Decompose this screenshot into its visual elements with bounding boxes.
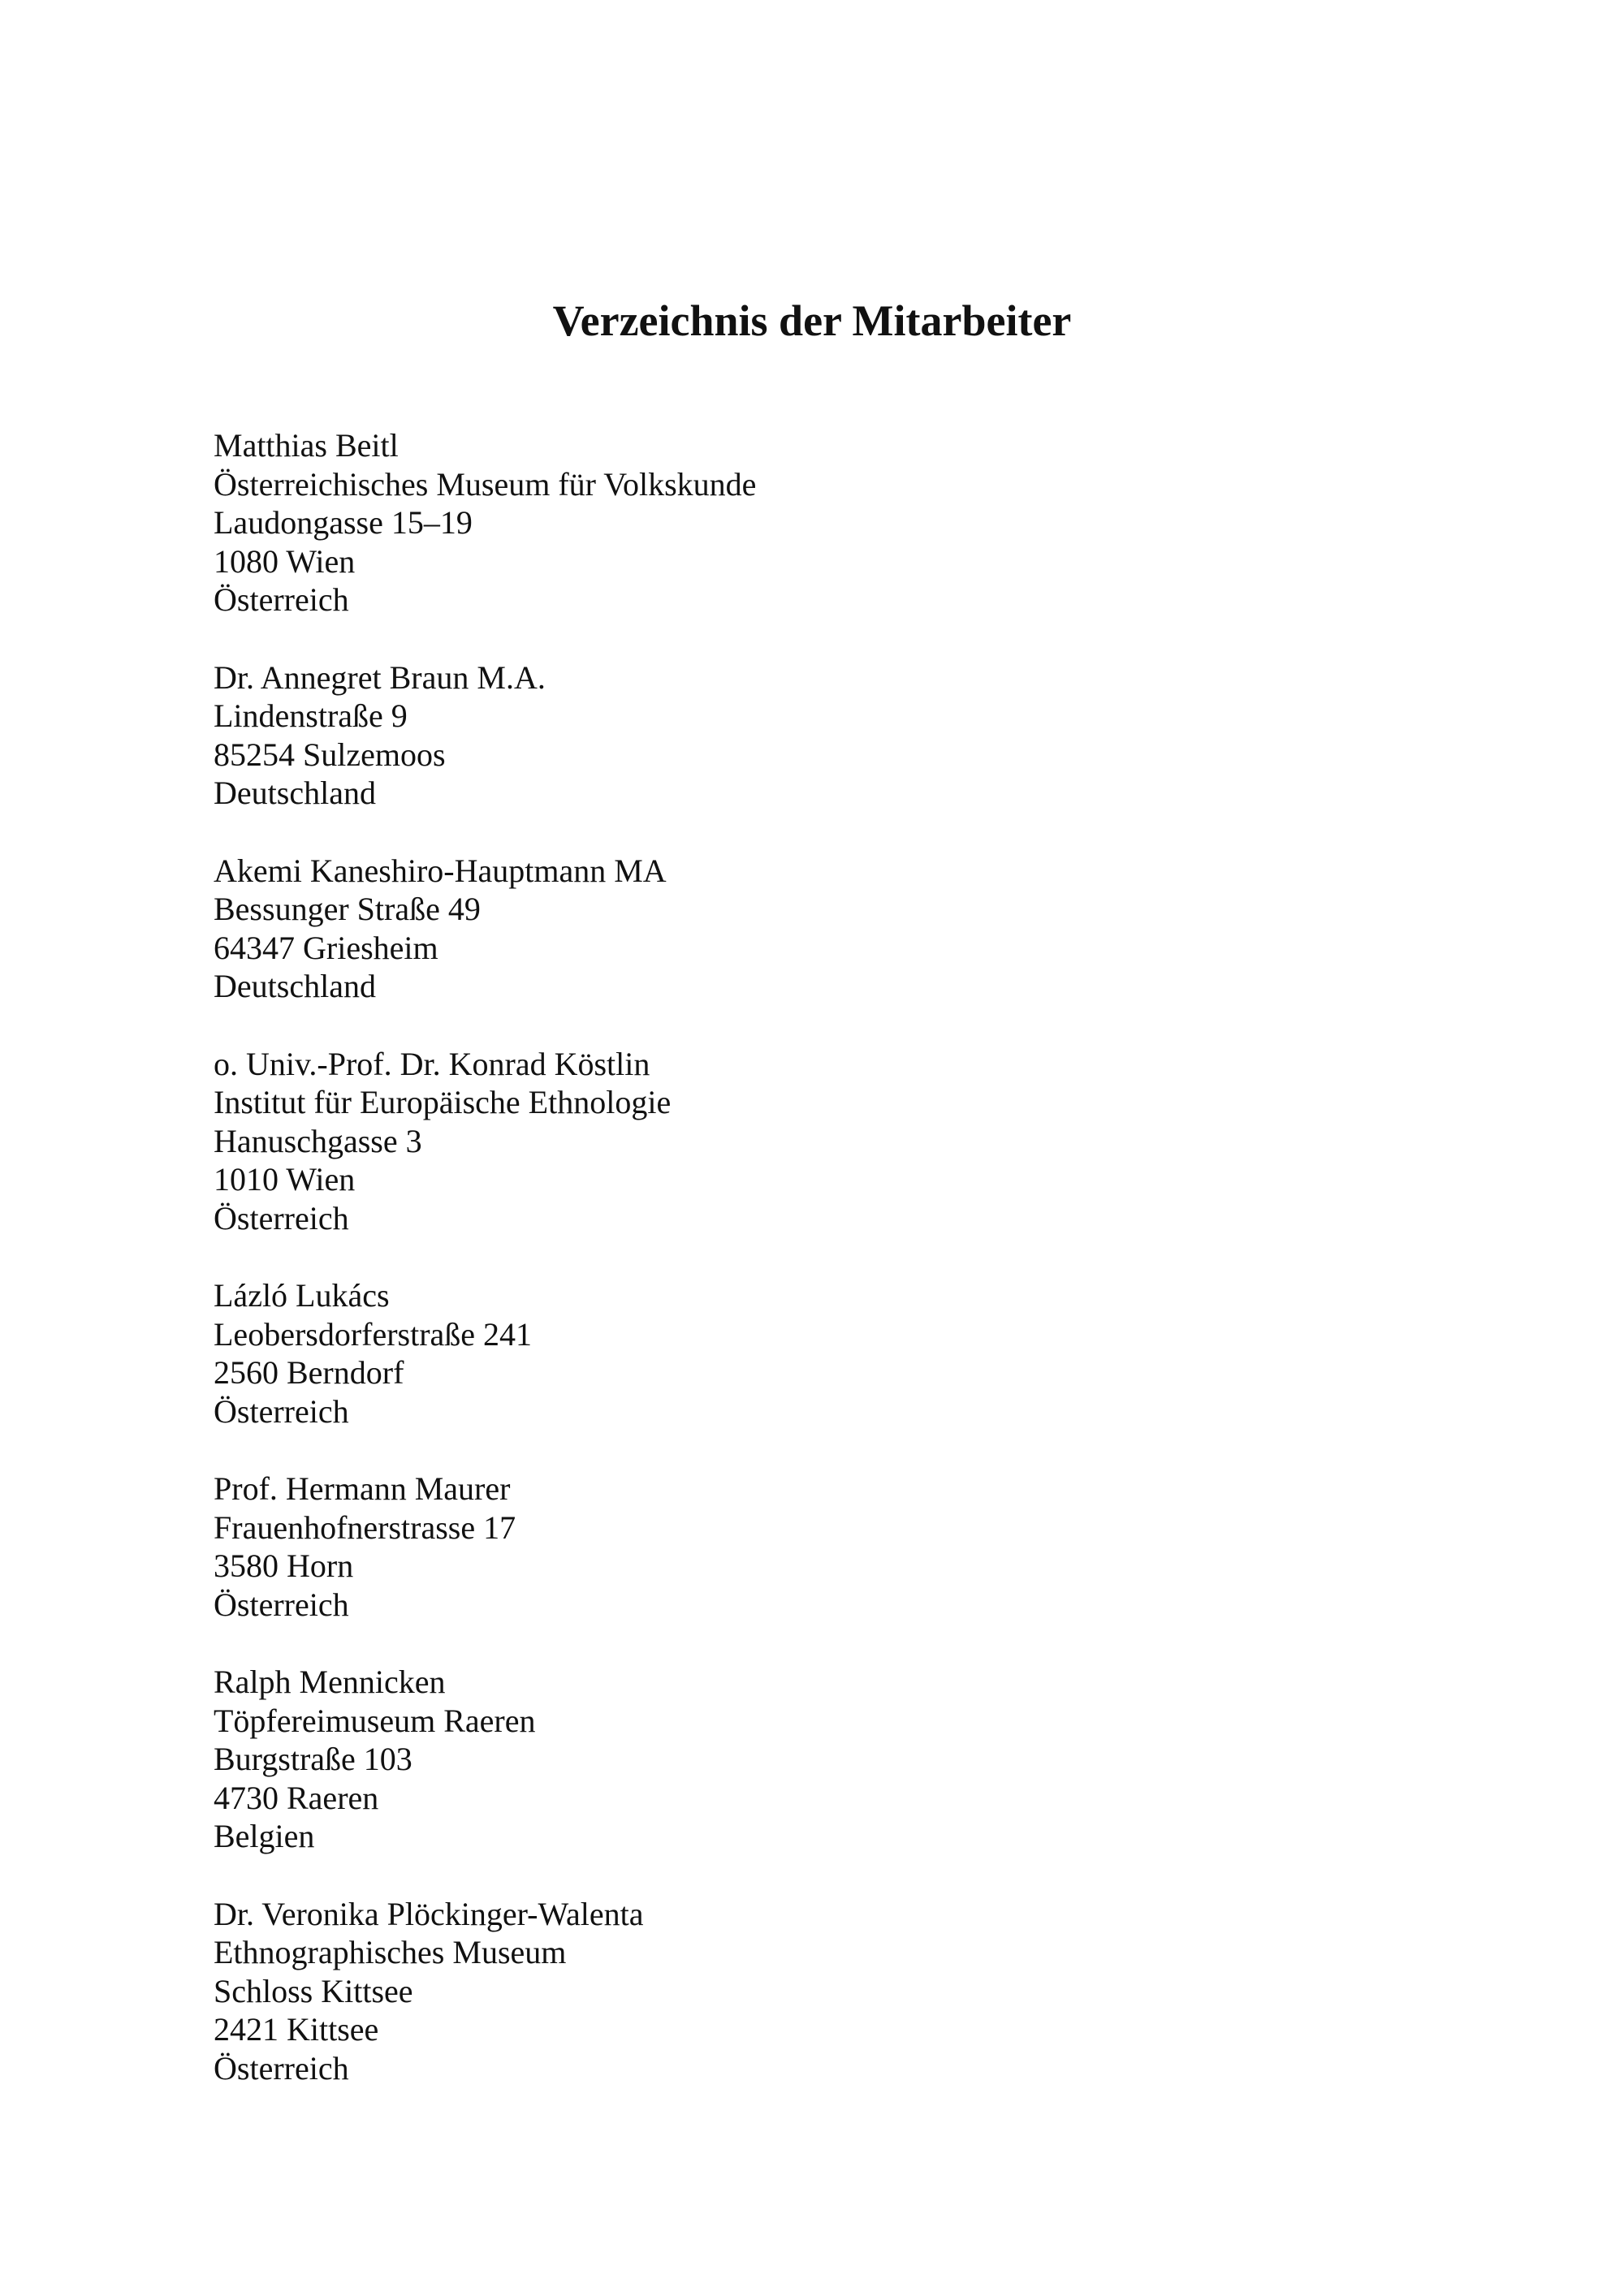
contributor-city: 85254 Sulzemoos: [214, 736, 446, 773]
contributor-city: 1080 Wien: [214, 542, 356, 580]
contributor-country: Österreich: [214, 1586, 349, 1623]
contributor-street: Burgstraße 103: [214, 1741, 412, 1777]
contributor-list: [214, 426, 1432, 2126]
contributor-city: 2421 Kittsee: [214, 2011, 379, 2048]
contributor-entry: [214, 426, 1432, 619]
contributor-institution: Institut für Europäische Ethnologie: [214, 1084, 672, 1120]
contributor-name: Dr. Annegret Braun M.A.: [214, 658, 546, 696]
contributor-street: Hanuschgasse 3: [214, 1122, 422, 1159]
contributor-city: 1010 Wien: [214, 1161, 356, 1198]
contributor-name: Lázló Lukács: [214, 1277, 390, 1314]
contributor-street: Laudongasse 15–19: [214, 504, 473, 541]
contributor-country: Österreich: [214, 1199, 349, 1236]
contributor-city: 64347 Griesheim: [214, 929, 438, 966]
contributor-city: 2560 Berndorf: [214, 1354, 404, 1391]
contributor-country: Deutschland: [214, 968, 376, 1004]
contributor-entry: [214, 1045, 1432, 1238]
contributor-institution: Österreichisches Museum für Volkskunde: [214, 465, 757, 503]
contributor-name: Dr. Veronika Plöckinger-Walenta: [214, 1895, 644, 1932]
contributor-city: 4730 Raeren: [214, 1779, 379, 1816]
contributor-street: Bessunger Straße 49: [214, 891, 481, 927]
contributor-street: Schloss Kittsee: [214, 1972, 413, 2009]
contributor-city: 3580 Horn: [214, 1547, 354, 1584]
contributor-name: Akemi Kaneshiro-Hauptmann MA: [214, 852, 667, 889]
contributor-street: Lindenstraße 9: [214, 697, 408, 734]
contributor-country: Österreich: [214, 2049, 349, 2087]
page-title: Verzeichnis der Mitarbeiter: [552, 296, 1072, 345]
contributor-entry: [214, 1276, 1432, 1431]
contributor-institution: Ethnographisches Museum: [214, 1934, 567, 1970]
contributor-street: Frauenhofnerstrasse 17: [214, 1508, 516, 1546]
contributor-country: Belgien: [214, 1818, 315, 1854]
contributor-entry: [214, 658, 1432, 813]
contributor-name: Ralph Mennicken: [214, 1664, 446, 1700]
contributor-institution: Töpfereimuseum Raeren: [214, 1702, 536, 1739]
contributor-country: Deutschland: [214, 775, 376, 811]
contributor-entry: [214, 1895, 1432, 2088]
contributor-country: Österreich: [214, 1392, 349, 1430]
contributor-entry: [214, 852, 1432, 1006]
contributor-country: Österreich: [214, 581, 349, 618]
contributor-street: Leobersdorferstraße 241: [214, 1315, 533, 1353]
contributor-entry: [214, 1470, 1432, 1624]
contributor-name: Matthias Beitl: [214, 427, 399, 464]
contributor-name: Prof. Hermann Maurer: [214, 1470, 511, 1507]
contributor-entry: [214, 1663, 1432, 1856]
contributor-name: o. Univ.-Prof. Dr. Konrad Köstlin: [214, 1045, 650, 1082]
